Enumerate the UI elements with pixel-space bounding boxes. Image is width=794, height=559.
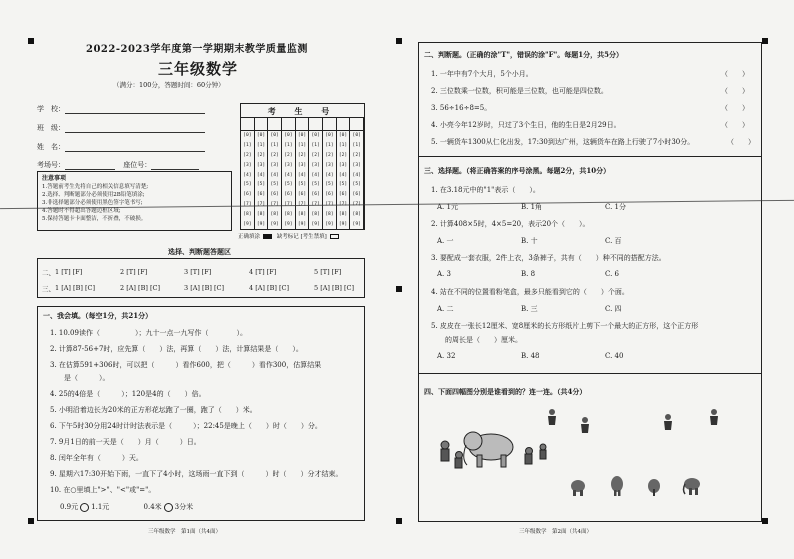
question-3-4: 4. 站在不同的位置看粉笔盒，最多只能看到它的（ ）个面。	[431, 288, 629, 296]
option-b[interactable]: B. 三	[521, 305, 538, 313]
candidate-id-bubbles[interactable]	[241, 131, 364, 229]
digit-bubble[interactable]: [0]	[311, 133, 320, 139]
question-1-4[interactable]: 4. 25的4倍是（ ）；120是4的（ ）倍。	[50, 390, 206, 398]
digit-bubble[interactable]: [4]	[256, 172, 266, 178]
candidate-id-column[interactable]	[296, 131, 310, 229]
digit-bubble[interactable]: [4]	[284, 172, 293, 178]
registration-mark	[28, 38, 34, 44]
digit-bubble[interactable]: [9]	[284, 221, 293, 227]
abc-bubble-group[interactable]: 5 [A] [B] [C]	[314, 284, 354, 292]
digit-bubble[interactable]: [6]	[352, 192, 361, 198]
answer-area[interactable]	[37, 258, 365, 298]
digit-bubble[interactable]: [2]	[352, 152, 361, 158]
note-item: 2.选择、判断题部分必须使用2B铅笔填涂;	[42, 192, 145, 198]
candidate-id-column[interactable]	[337, 131, 351, 229]
digit-bubble[interactable]: [6]	[256, 192, 266, 198]
elephant-view-icon[interactable]	[610, 475, 624, 497]
digit-bubble[interactable]: [6]	[243, 192, 252, 198]
digit-bubble[interactable]: [0]	[338, 133, 348, 139]
option-c[interactable]: C. 百	[605, 237, 622, 245]
candidate-id-column[interactable]	[255, 131, 269, 229]
section-1-heading: 一、我会填。（每空1分，共21分）	[43, 311, 153, 320]
seat-label: 座位号：	[123, 161, 152, 169]
compare-left-1: 0.9元	[60, 503, 79, 511]
digit-bubble[interactable]: [8]	[243, 211, 252, 217]
digit-bubble[interactable]: [8]	[325, 211, 334, 217]
digit-bubble[interactable]: [9]	[311, 221, 320, 227]
candidate-id-column[interactable]	[309, 131, 323, 229]
digit-bubble[interactable]: [9]	[338, 221, 348, 227]
child-figure-icon[interactable]	[579, 416, 591, 434]
child-figure-icon[interactable]	[708, 408, 720, 426]
answer-paren[interactable]: （ ）	[721, 70, 749, 78]
question-1-3-cont[interactable]: 是（ ）。	[50, 374, 110, 382]
digit-bubble[interactable]: [2]	[297, 152, 307, 158]
absent-checkbox[interactable]	[330, 234, 339, 239]
exam-room-label: 考场号：	[37, 161, 65, 169]
digit-bubble[interactable]: [5]	[338, 182, 348, 188]
candidate-id-column[interactable]	[323, 131, 337, 229]
digit-bubble[interactable]: [6]	[325, 192, 334, 198]
footer-left: 三年级数学 第1面（共4面）	[148, 529, 221, 535]
abc-bubble-group[interactable]: 1 [A] [B] [C]	[55, 284, 95, 292]
school-year-title: 2022-2023学年度第一学期期末教学质量监测	[86, 44, 308, 55]
digit-bubble[interactable]: [0]	[352, 133, 361, 139]
section-3-heading: 三、选择题。（将正确答案的序号涂黑。每题2分，共10分）	[424, 166, 611, 175]
option-a[interactable]: A. 32	[437, 352, 456, 360]
answer-paren[interactable]: （ ）	[721, 104, 749, 112]
row-label: 三、	[42, 285, 55, 293]
digit-bubble[interactable]: [2]	[325, 152, 334, 158]
digit-bubble[interactable]: [5]	[243, 182, 252, 188]
digit-bubble[interactable]: [5]	[311, 182, 320, 188]
question-1-9[interactable]: 9. 星期六17:30开始下雨，一直下了4小时，这场雨一直下到（ ）时（ ）分才结束。	[50, 470, 343, 478]
child-figure-icon[interactable]	[546, 408, 558, 426]
compare-row	[60, 502, 193, 512]
digit-bubble[interactable]: [6]	[311, 192, 320, 198]
option-c[interactable]: C. 6	[605, 270, 620, 278]
option-b[interactable]: B. 十	[521, 237, 538, 245]
right-page-frame	[418, 42, 762, 522]
digit-bubble[interactable]: [9]	[243, 221, 252, 227]
digit-bubble[interactable]: [8]	[311, 211, 320, 217]
option-b[interactable]: B. 48	[521, 352, 540, 360]
class-label: 班 级：	[37, 124, 65, 132]
question-3-5: 5. 皮皮在一张长12厘米、宽8厘米的长方形纸片上剪下一个最大的正方形，这个正方形	[431, 322, 699, 330]
child-figure-icon[interactable]	[662, 413, 674, 431]
candidate-id-column[interactable]	[268, 131, 282, 229]
registration-mark	[762, 38, 768, 44]
digit-bubble[interactable]: [3]	[325, 162, 334, 168]
compare-circle[interactable]	[80, 503, 89, 512]
question-1-1[interactable]: 1. 10.09读作（ ）；九十一点一九写作（ ）。	[50, 329, 247, 337]
compare-right-1: 1.1元	[91, 503, 110, 511]
answer-paren[interactable]: （ ）	[721, 87, 749, 95]
option-b[interactable]: B. 1角	[521, 203, 543, 211]
registration-mark	[396, 38, 402, 44]
digit-bubble[interactable]: [4]	[270, 172, 279, 178]
exam-room-field[interactable]	[37, 160, 199, 170]
candidate-id-title: 考 生 号	[241, 104, 364, 118]
answer-paren[interactable]: （ ）	[721, 121, 749, 129]
digit-bubble[interactable]: [3]	[284, 162, 293, 168]
question-1-2[interactable]: 2. 计算87-56+7时，应先算（ ）法，再算（ ）法，计算结果是（ ）。	[50, 345, 303, 353]
question-3-3: 3. 要配成一套衣服，2件上衣，3条裤子，共有（ ）种不同的搭配方法。	[431, 254, 666, 262]
digit-bubble[interactable]: [3]	[311, 162, 320, 168]
digit-bubble[interactable]: [8]	[352, 211, 361, 217]
abc-bubble-group[interactable]: 2 [A] [B] [C]	[120, 284, 160, 292]
digit-bubble[interactable]: [7]	[243, 201, 252, 207]
option-a[interactable]: A. 3	[437, 270, 451, 278]
option-c[interactable]: C. 1分	[605, 203, 627, 211]
answer-paren[interactable]: （ ）	[727, 138, 755, 146]
digit-bubble[interactable]: [3]	[297, 162, 307, 168]
elephant-view-icon[interactable]	[647, 477, 661, 497]
digit-bubble[interactable]: [1]	[311, 143, 320, 149]
abc-bubble-group[interactable]: 3 [A] [B] [C]	[184, 284, 224, 292]
elephant-view-icon[interactable]	[681, 476, 701, 496]
registration-mark	[396, 518, 402, 524]
filled-square-icon	[263, 234, 272, 239]
digit-bubble[interactable]: [0]	[284, 133, 293, 139]
digit-bubble[interactable]: [5]	[297, 182, 307, 188]
option-a[interactable]: A. 二	[437, 305, 454, 313]
digit-bubble[interactable]: [8]	[256, 211, 266, 217]
question-2-2: 2. 三位数乘一位数，积可能是三位数，也可能是四位数。	[431, 87, 608, 95]
registration-mark	[28, 518, 34, 524]
option-c[interactable]: C. 40	[605, 352, 624, 360]
option-c[interactable]: C. 四	[605, 305, 622, 313]
digit-bubble[interactable]: [2]	[338, 152, 348, 158]
digit-bubble[interactable]: [5]	[256, 182, 266, 188]
digit-bubble[interactable]: [1]	[325, 143, 334, 149]
digit-bubble[interactable]: [0]	[270, 133, 279, 139]
digit-bubble[interactable]: [5]	[270, 182, 279, 188]
compare-right-2: 3分米	[174, 503, 194, 511]
digit-bubble[interactable]: [9]	[325, 221, 334, 227]
registration-mark	[762, 518, 768, 524]
exam-subtitle: （满分：100分，答题时间：60分钟）	[113, 81, 225, 89]
digit-bubble[interactable]: [1]	[338, 143, 348, 149]
digit-bubble[interactable]: [1]	[352, 143, 361, 149]
legend-correct-label: 正确填涂	[238, 234, 261, 240]
legend-absent-label: 缺考标记	[276, 234, 299, 240]
digit-bubble[interactable]: [0]	[297, 133, 307, 139]
digit-bubble[interactable]: [0]	[325, 133, 334, 139]
digit-bubble[interactable]: [8]	[338, 211, 348, 217]
digit-bubble[interactable]: [6]	[338, 192, 348, 198]
class-field[interactable]	[37, 123, 205, 133]
digit-bubble[interactable]: [4]	[311, 172, 320, 178]
digit-bubble[interactable]: [6]	[284, 192, 293, 198]
note-item: 4.答题时不得超出答题边框区域;	[42, 208, 121, 214]
registration-mark	[396, 286, 402, 292]
digit-bubble[interactable]: [6]	[297, 192, 307, 198]
elephant-scene-illustration	[433, 421, 553, 475]
digit-bubble[interactable]: [0]	[256, 133, 266, 139]
digit-bubble[interactable]: [8]	[284, 211, 293, 217]
candidate-id-grid[interactable]	[240, 103, 365, 230]
fill-legend	[238, 232, 339, 240]
candidate-id-column[interactable]	[282, 131, 296, 229]
name-label: 姓 名：	[37, 143, 65, 151]
digit-bubble[interactable]: [5]	[284, 182, 293, 188]
digit-bubble[interactable]: [3]	[352, 162, 361, 168]
answer-area-title: 选择、判断题答题区	[168, 247, 231, 256]
digit-bubble[interactable]: [4]	[297, 172, 307, 178]
digit-bubble[interactable]: [0]	[243, 133, 252, 139]
digit-bubble[interactable]: [9]	[256, 221, 266, 227]
question-2-1: 1. 一年中有7个大月，5个小月。	[431, 70, 533, 78]
question-2-4: 4. 小亮今年12岁时，只过了3个生日，他的生日是2月29日。	[431, 121, 621, 129]
tf-bubble-group[interactable]: 5 [T] [F]	[314, 268, 342, 276]
row-label: 二、	[42, 269, 55, 277]
question-1-8[interactable]: 8. 闰年全年有（ ）天。	[50, 454, 143, 462]
exam-notes	[37, 171, 232, 231]
footer-right: 三年级数学 第2面（共4面）	[519, 529, 592, 535]
note-item: 1.答题前考生先将自己的相关信息填写清楚;	[42, 184, 149, 190]
note-item: 3.非选择题部分必须使用黑色签字笔书写;	[42, 200, 143, 206]
school-field[interactable]	[37, 104, 205, 114]
tf-bubble-group[interactable]: 2 [T] [F]	[120, 268, 148, 276]
question-1-5[interactable]: 5. 小明沿着边长为20米的正方形花坛跑了一圈，跑了（ ）米。	[50, 406, 257, 414]
question-1-3[interactable]: 3. 在估算591+306时，可以把（ ）看作600，把（ ）看作300，估算结果	[50, 361, 322, 369]
question-2-3: 3. 56÷16÷8=5。	[431, 104, 492, 112]
elephant-view-icon[interactable]	[569, 477, 587, 497]
note-item: 5.保持答题卡卡面整洁，不折叠，不破损。	[42, 216, 147, 222]
question-3-2: 2. 计算408×5时，4×5=20，表示20个（ ）。	[431, 220, 590, 228]
digit-bubble[interactable]: [9]	[297, 221, 307, 227]
question-1-6[interactable]: 6. 下午5时30分用24时计时法表示是（ ）；22:45是晚上（ ）时（ ）分。	[50, 422, 322, 430]
digit-bubble[interactable]: [2]	[270, 152, 279, 158]
digit-bubble[interactable]: [5]	[325, 182, 334, 188]
digit-bubble[interactable]: [1]	[270, 143, 279, 149]
digit-bubble[interactable]: [1]	[284, 143, 293, 149]
digit-bubble[interactable]: [8]	[270, 211, 279, 217]
section-2-heading: 二、判断题。（正确的涂"T"，错误的涂"F"。每题1分，共5分）	[424, 50, 624, 59]
digit-bubble[interactable]: [3]	[243, 162, 252, 168]
question-3-5-cont: 的周长是（ ）厘米。	[431, 336, 522, 344]
compare-left-2: 0.4米	[143, 503, 162, 511]
tf-bubble-group[interactable]: 3 [T] [F]	[184, 268, 212, 276]
legend-absent-note: [考生禁填]	[300, 234, 327, 240]
compare-circle[interactable]	[164, 503, 173, 512]
tf-bubble-group[interactable]: 4 [T] [F]	[249, 268, 277, 276]
digit-bubble[interactable]: [3]	[270, 162, 279, 168]
question-1-7[interactable]: 7. 9月1日的前一天是（ ）月（ ）日。	[50, 438, 201, 446]
digit-bubble[interactable]: [2]	[243, 152, 252, 158]
digit-bubble[interactable]: [4]	[325, 172, 334, 178]
name-field[interactable]	[37, 142, 205, 152]
question-3-1: 1. 在3.18元中的"1"表示（ ）。	[431, 186, 540, 194]
digit-bubble[interactable]: [1]	[243, 143, 252, 149]
digit-bubble[interactable]: [4]	[338, 172, 348, 178]
digit-bubble[interactable]: [6]	[270, 192, 279, 198]
digit-bubble[interactable]: [3]	[338, 162, 348, 168]
section-fill-in	[37, 306, 365, 521]
candidate-id-write-row[interactable]	[241, 118, 364, 131]
digit-bubble[interactable]: [2]	[256, 152, 266, 158]
digit-bubble[interactable]: [9]	[352, 221, 361, 227]
subject-title: 三年级数学	[158, 60, 239, 78]
digit-bubble[interactable]: [8]	[297, 211, 307, 217]
candidate-id-column[interactable]	[350, 131, 364, 229]
digit-bubble[interactable]: [4]	[243, 172, 252, 178]
tf-bubble-group[interactable]: 1 [T] [F]	[55, 268, 83, 276]
section-4-heading: 四、下面四幅图分别是谁看到的？连一连。（共4分）	[424, 387, 587, 396]
option-a[interactable]: A. 1元	[437, 203, 458, 211]
question-2-5: 5. 一辆货车1300从仁化出发，17:30到达广州，这辆货车在路上行驶了7小时30分。	[431, 138, 695, 146]
digit-bubble[interactable]: [9]	[270, 221, 279, 227]
notes-title: 注意事项	[42, 175, 67, 182]
digit-bubble[interactable]: [5]	[352, 182, 361, 188]
option-b[interactable]: B. 8	[521, 270, 536, 278]
digit-bubble[interactable]: [4]	[352, 172, 361, 178]
school-label: 学 校：	[37, 105, 65, 113]
digit-bubble[interactable]: [3]	[256, 162, 266, 168]
abc-bubble-group[interactable]: 4 [A] [B] [C]	[249, 284, 289, 292]
digit-bubble[interactable]: [2]	[311, 152, 320, 158]
candidate-id-column[interactable]	[241, 131, 255, 229]
option-a[interactable]: A. 一	[437, 237, 454, 245]
question-1-10[interactable]: 10. 在○里填上">"、"<"或"="。	[50, 486, 156, 494]
digit-bubble[interactable]: [1]	[256, 143, 266, 149]
digit-bubble[interactable]: [1]	[297, 143, 307, 149]
digit-bubble[interactable]: [2]	[284, 152, 293, 158]
